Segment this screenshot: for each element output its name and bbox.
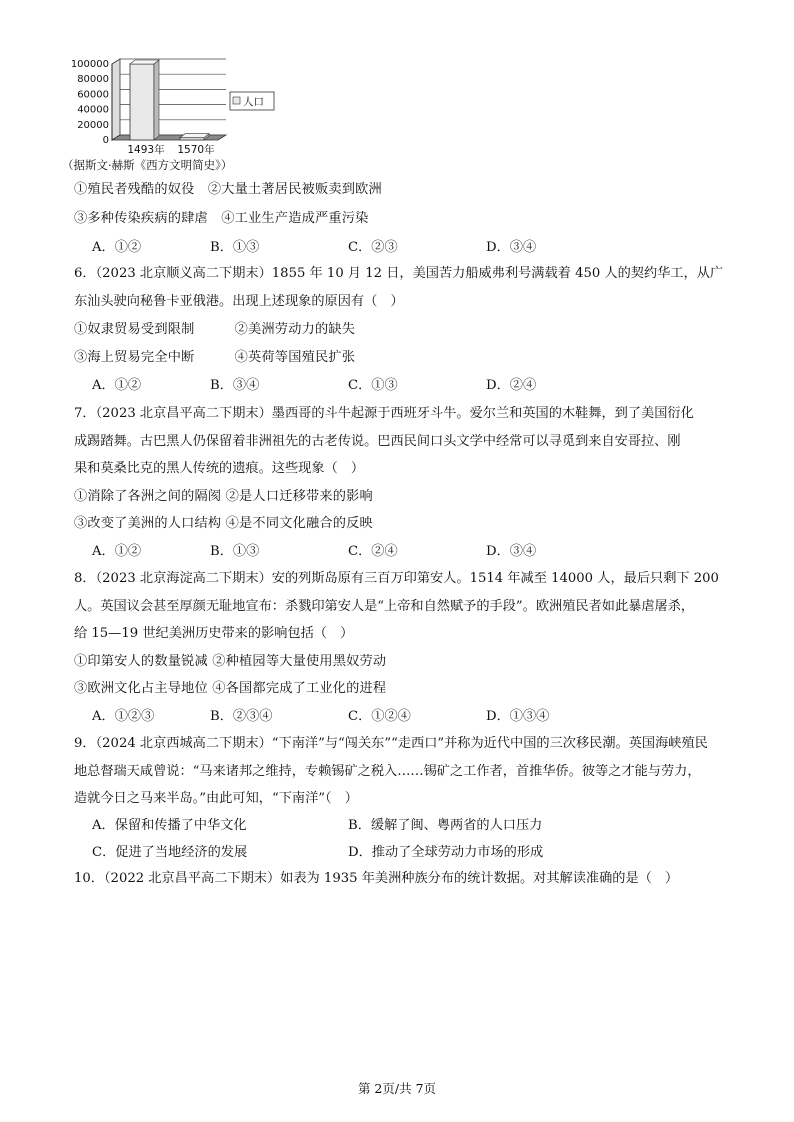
q6-stem-line-2: 东汕头驶向秘鲁卡亚俄港。出现上述现象的原因有（ ） xyxy=(74,294,404,309)
q6-stem-line-1: 6．（2023 北京顺义高二下期末）1855 年 10 月 12 日，美国苦力船威弗利号满载着 450 人的契约华工，从广 xyxy=(74,266,724,281)
chart-y-tick-label: 80000 xyxy=(77,74,109,86)
chart-side-wall xyxy=(112,59,120,140)
q9-option-c[interactable]: C．促进了当地经济的发展 xyxy=(92,845,248,860)
q6-option-c[interactable]: C．①③ xyxy=(348,378,398,393)
q6-option-d[interactable]: D．②④ xyxy=(486,378,537,393)
q5-option-b[interactable]: B．①③ xyxy=(210,240,260,255)
chart-bar-top xyxy=(180,134,209,138)
chart-bar-side xyxy=(154,60,159,140)
q9-option-d[interactable]: D．推动了全球劳动力市场的形成 xyxy=(348,845,544,860)
q8-option-d[interactable]: D．①③④ xyxy=(486,709,550,724)
q9-stem-line-3: 造就今日之马来半岛。”由此可知，“下南洋”（ ） xyxy=(74,791,358,806)
chart-bar xyxy=(180,138,204,140)
q5-option-d[interactable]: D．③④ xyxy=(486,240,537,255)
q6-item-2: ③海上贸易完全中断 ④英荷等国殖民扩张 xyxy=(74,350,356,365)
chart-bar-top xyxy=(130,60,159,64)
chart-legend-swatch xyxy=(233,97,240,104)
q9-stem-line-2: 地总督瑞天咸曾说：“马来诸邦之维持，专赖锡矿之税入……锡矿之工作者，首推华侨。彼等之才能与劳力， xyxy=(74,764,701,779)
page-footer: 第 2页/共 7页 xyxy=(357,1081,437,1096)
chart-y-tick-label: 100000 xyxy=(70,59,109,70)
q8-option-a[interactable]: A．①②③ xyxy=(92,709,155,724)
q5-item-2: ③多种传染疾病的肆虐 ④工业生产造成严重污染 xyxy=(74,211,369,226)
chart-x-tick-label: 1570年 xyxy=(177,144,215,156)
q7-stem-line-3: 果和莫桑比克的黑人传统的遗痕。这些现象（ ） xyxy=(74,461,365,476)
q9-option-b[interactable]: B．缓解了闽、粤两省的人口压力 xyxy=(348,818,543,833)
q5-item-1: ①殖民者残酷的奴役 ②大量土著居民被贩卖到欧洲 xyxy=(74,182,382,197)
q7-item-1: ①消除了各洲之间的隔阂 ②是人口迁移带来的影响 xyxy=(74,489,373,504)
q7-option-a[interactable]: A．①② xyxy=(92,544,142,559)
q8-item-2: ③欧洲文化占主导地位 ④各国都完成了工业化的进程 xyxy=(74,681,387,696)
chart-y-tick-label: 60000 xyxy=(77,89,109,101)
q8-stem-line-1: 8．（2023 北京海淀高二下期末）安的列斯岛原有三百万印第安人。1514 年减至 14000 人，最后只剩下 200 xyxy=(74,571,719,586)
q5-option-a[interactable]: A．①② xyxy=(92,240,142,255)
q7-option-c[interactable]: C．②④ xyxy=(348,544,398,559)
q7-stem-line-1: 7．（2023 北京昌平高二下期末）墨西哥的斗牛起源于西班牙斗牛。爱尔兰和英国的木鞋舞，到了美国衍化 xyxy=(74,406,694,421)
chart-y-tick-label: 0 xyxy=(102,135,109,146)
q9-option-a[interactable]: A．保留和传播了中华文化 xyxy=(92,818,247,833)
chart-x-tick-label: 1493年 xyxy=(127,144,165,156)
population-bar-chart xyxy=(60,54,300,174)
q6-item-1: ①奴隶贸易受到限制 ②美洲劳动力的缺失 xyxy=(74,322,356,337)
chart-bar xyxy=(130,64,154,140)
q8-item-1: ①印第安人的数量锐减 ②种植园等大量使用黑奴劳动 xyxy=(74,654,387,669)
chart-caption: （据斯文·赫斯《西方文明简史》） xyxy=(62,158,233,172)
q9-stem-line-1: 9．（2024 北京西城高二下期末）“下南洋”与“闯关东”“走西口”并称为近代中国的三次移民潮。英国海峡殖民 xyxy=(74,736,708,751)
q8-option-b[interactable]: B．②③④ xyxy=(210,709,273,724)
q7-option-d[interactable]: D．③④ xyxy=(486,544,537,559)
q8-stem-line-2: 人。英国议会甚至厚颜无耻地宣布：杀戮印第安人是“上帝和自然赋予的手段”。欧洲殖民者如此暴虐屠杀， xyxy=(74,599,695,614)
q6-option-b[interactable]: B．③④ xyxy=(210,378,260,393)
q8-option-c[interactable]: C．①②④ xyxy=(348,709,411,724)
q5-option-c[interactable]: C．②③ xyxy=(348,240,398,255)
q8-stem-line-3: 给 15—19 世纪美洲历史带来的影响包括（ ） xyxy=(74,626,354,641)
q7-option-b[interactable]: B．①③ xyxy=(210,544,260,559)
chart-legend-label: 人口 xyxy=(243,96,264,108)
chart-y-tick-label: 40000 xyxy=(77,104,109,116)
q7-stem-line-2: 成踢踏舞。古巴黑人仍保留着非洲祖先的古老传说。巴西民间口头文学中经常可以寻觅到来自安哥拉、刚 xyxy=(74,434,681,449)
q7-item-2: ③改变了美洲的人口结构 ④是不同文化融合的反映 xyxy=(74,516,373,531)
chart-y-tick-label: 20000 xyxy=(77,119,109,131)
chart-svg xyxy=(60,54,300,174)
q6-option-a[interactable]: A．①② xyxy=(92,378,142,393)
q10-stem-line-1: 10．（2022 北京昌平高二下期末）如表为 1935 年美洲种族分布的统计数据。对其解读准确的是（ ） xyxy=(74,871,679,886)
